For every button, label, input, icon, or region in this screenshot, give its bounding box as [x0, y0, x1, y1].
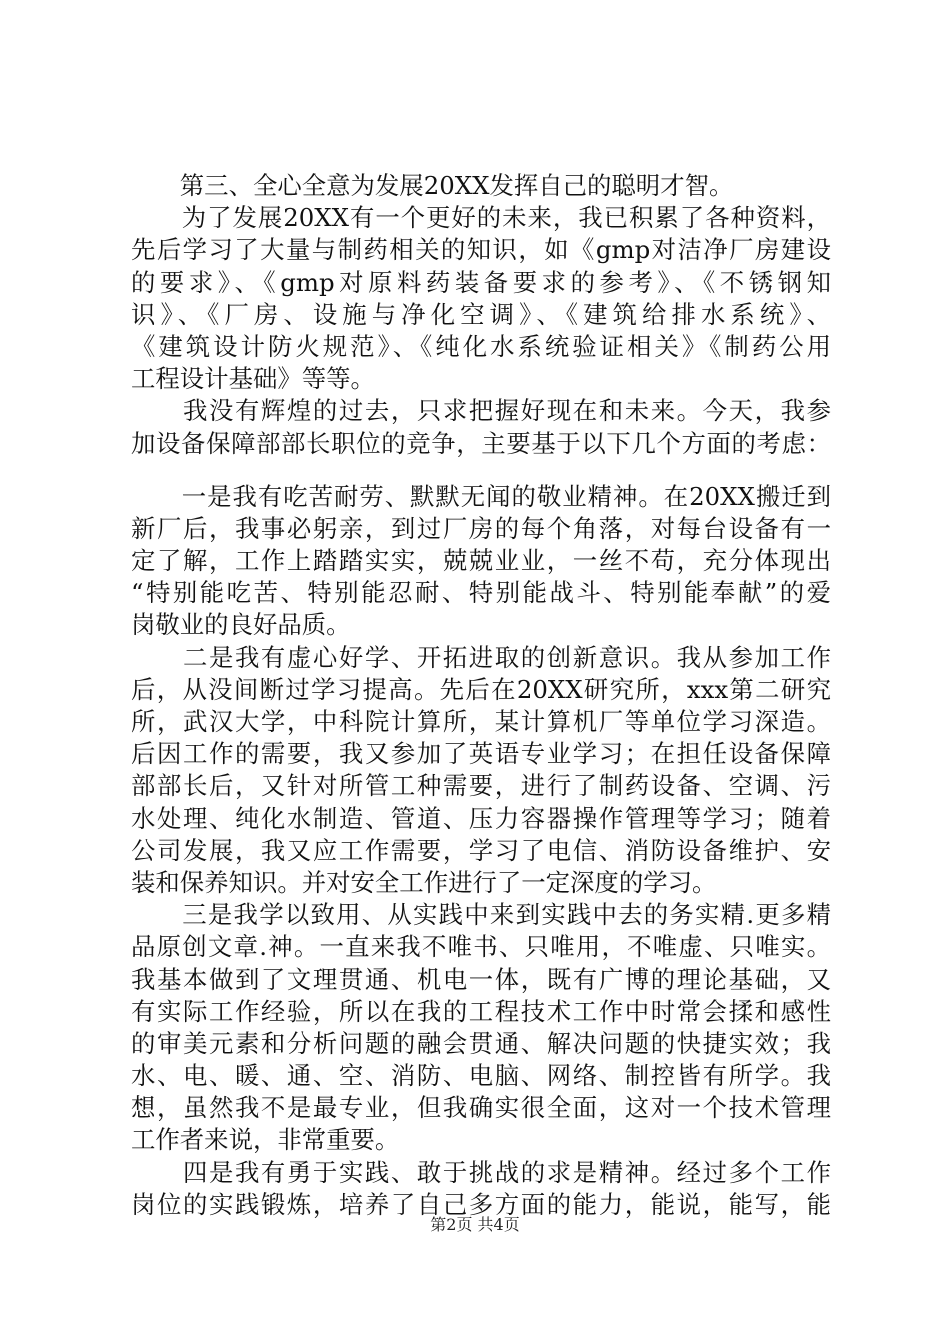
- text-line: 为了发展20XX有一个更好的未来，我已积累了各种资料，: [131, 203, 831, 233]
- text-line: 公司发展，我又应工作需要，学习了电信、消防设备维护、安: [131, 835, 831, 865]
- text-line: 水处理、纯化水制造、管道、压力容器操作管理等学习；随着: [131, 803, 831, 833]
- text-line: 第三、全心全意为发展20XX发挥自己的聪明才智。: [131, 171, 734, 200]
- text-line: 定了解，工作上踏踏实实，兢兢业业，一丝不苟，充分体现出: [131, 546, 831, 576]
- text-line: 我基本做到了文理贯通、机电一体，既有广博的理论基础，又: [131, 964, 831, 994]
- text-line: 二是我有虚心好学、开拓进取的创新意识。我从参加工作: [131, 642, 831, 672]
- text-line: 三是我学以致用、从实践中来到实践中去的务实精.更多精: [131, 900, 831, 930]
- text-line: 后因工作的需要，我又参加了英语专业学习；在担任设备保障: [131, 739, 831, 769]
- page-footer: [0, 1215, 950, 1235]
- paragraph-gap: [131, 460, 831, 481]
- text-line: 后，从没间断过学习提高。先后在20XX研究所，xxx第二研究: [131, 674, 831, 704]
- text-line: 岗位的实践锻炼，培养了自己多方面的能力，能说，能写，能: [131, 1189, 831, 1219]
- text-line: 装和保养知识。并对安全工作进行了一定深度的学习。: [131, 867, 717, 897]
- text-line: 先后学习了大量与制药相关的知识，如《gmp对洁净厂房建设: [131, 235, 831, 265]
- text-line: 我没有辉煌的过去，只求把握好现在和未来。今天，我参: [131, 396, 831, 426]
- text-line: 工程设计基础》等等。: [131, 364, 375, 394]
- text-line: 部部长后，又针对所管工种需要，进行了制药设备、空调、污: [131, 771, 831, 801]
- text-line: 品原创文章.神。一直来我不唯书、只唯用，不唯虚、只唯实。: [131, 932, 831, 962]
- text-line: “特别能吃苦、特别能忍耐、特别能战斗、特别能奉献”的爱: [131, 578, 831, 608]
- text-line: 水、电、暖、通、空、消防、电脑、网络、制控皆有所学。我: [131, 1061, 831, 1091]
- text-line: 工作者来说，非常重要。: [131, 1125, 400, 1155]
- text-line: 一是我有吃苦耐劳、默默无闻的敬业精神。在20XX搬迁到: [131, 481, 831, 511]
- text-line: 加设备保障部部长职位的竞争，主要基于以下几个方面的考虑：: [131, 428, 831, 458]
- text-line: 有实际工作经验，所以在我的工程技术工作中时常会揉和感性: [131, 996, 831, 1026]
- text-line: 《建筑设计防火规范》、《纯化水系统验证相关》《制药公用: [131, 331, 831, 361]
- text-line: 想，虽然我不是最专业，但我确实很全面，这对一个技术管理: [131, 1093, 831, 1123]
- text-line: 的审美元素和分析问题的融会贯通、解决问题的快捷实效；我: [131, 1028, 831, 1058]
- text-line: 所，武汉大学，中科院计算所，某计算机厂等单位学习深造。: [131, 707, 831, 736]
- text-line: 四是我有勇于实践、敢于挑战的求是精神。经过多个工作: [131, 1157, 831, 1187]
- page-number: 第2页 共4页: [430, 1215, 520, 1234]
- document-body: [131, 170, 831, 1221]
- text-line: 新厂后，我事必躬亲，到过厂房的每个角落，对每台设备有一: [131, 513, 831, 543]
- text-line: 岗敬业的良好品质。: [131, 610, 351, 640]
- text-line: 的要求》、《gmp对原料药装备要求的参考》、《不锈钢知: [131, 267, 831, 297]
- text-line: 识》、《厂房、设施与净化空调》、《建筑给排水系统》、: [131, 299, 831, 329]
